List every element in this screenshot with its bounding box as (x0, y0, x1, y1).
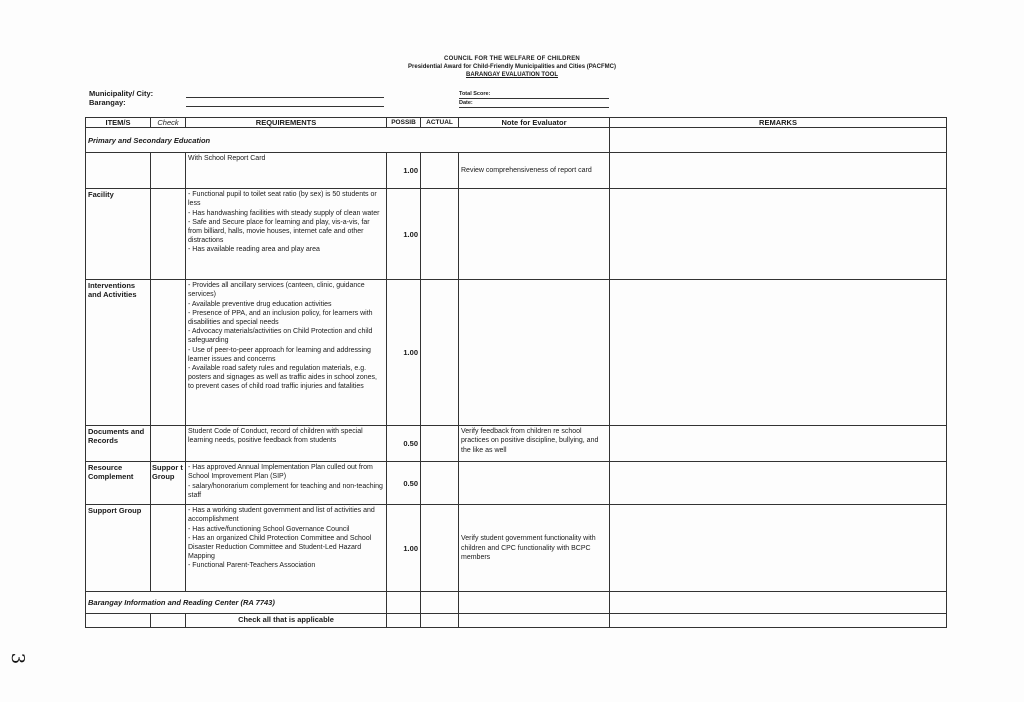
row-actual[interactable] (421, 426, 459, 462)
row-remarks[interactable] (610, 189, 947, 280)
row-possib: 1.00 (387, 280, 421, 426)
row-item: Documents and Records (86, 426, 151, 462)
tool-title: BARANGAY EVALUATION TOOL (465, 72, 558, 78)
row-actual[interactable] (421, 189, 459, 280)
col-remarks: REMARKS (610, 118, 947, 128)
col-requirements: REQUIREMENTS (186, 118, 387, 128)
row-remarks[interactable] (610, 280, 947, 426)
col-possib: POSSIB (387, 118, 421, 128)
row-item: Support Group (86, 505, 151, 592)
row-remarks[interactable] (610, 426, 947, 462)
row-possib: 1.00 (387, 153, 421, 189)
row-possib: 1.00 (387, 189, 421, 280)
row-item: Interventions and Activities (86, 280, 151, 426)
row-actual[interactable] (421, 153, 459, 189)
municipality-label: Municipality/ City: (89, 89, 154, 98)
row-possib: 1.00 (387, 505, 421, 592)
table-row (86, 189, 947, 280)
table-row (86, 426, 947, 462)
table-row (86, 462, 947, 505)
row-remarks[interactable] (610, 505, 947, 592)
col-items: ITEM/S (86, 118, 151, 128)
row-item (86, 153, 151, 189)
row-check[interactable] (151, 505, 186, 592)
check-all-label: Check all that is applicable (186, 614, 387, 628)
row-requirements: - Has a working student government and list of activities and accomplishment - Has active/functioning School Governance Council - Has an organized Child Protection Committee and School Disaster Reduction Committee and Student-Led Hazard Mapping - Functional Parent-Teachers Association (186, 505, 387, 592)
row-requirements: - Has approved Annual Implementation Plan culled out from School Improvement Plan (SIP) - salary/honorarium complement for teaching and non-teaching staff (186, 462, 387, 505)
row-item: Facility (86, 189, 151, 280)
section-title: Primary and Secondary Education (86, 128, 387, 153)
row-note (459, 189, 610, 280)
page-number-mark: 3 (7, 652, 29, 665)
barangay-label: Barangay: (89, 98, 126, 107)
row-requirements: With School Report Card (186, 153, 387, 189)
total-score-label: Total Score: (459, 91, 491, 97)
col-check: Check (151, 118, 186, 128)
table-row (86, 505, 947, 592)
date-label: Date: (459, 100, 473, 106)
row-note (459, 280, 610, 426)
total-score-field[interactable] (459, 98, 609, 99)
section-title: Barangay Information and Reading Center (RA 7743) (86, 592, 387, 614)
org-title: COUNCIL FOR THE WELFARE OF CHILDREN (444, 56, 580, 62)
barangay-field[interactable] (186, 106, 384, 107)
row-actual[interactable] (421, 462, 459, 505)
col-note: Note for Evaluator (459, 118, 610, 128)
section-row (86, 592, 947, 614)
row-note (459, 462, 610, 505)
row-check[interactable]: Suppor t Group (151, 462, 186, 505)
award-title: Presidential Award for Child-Friendly Municipalities and Cities (PACFMC) (408, 64, 616, 70)
row-check[interactable] (151, 280, 186, 426)
row-actual[interactable] (421, 505, 459, 592)
row-requirements: - Provides all ancillary services (canteen, clinic, guidance services) - Available preventive drug education activities - Presence of PPA, and an inclusion policy, for learners with disabilities and special needs - Advocacy materials/activities on Child Protection and child safeguarding - Use of peer-to-peer approach for learning and addressing learner issues and concerns - Available road safety rules and regulation materials, e.g. posters and signages as well as traffic aides in school zones, to prevent cases of child road traffic injuries and fatalities (186, 280, 387, 426)
table-header-row (86, 118, 947, 128)
table-row (86, 153, 947, 189)
section-row (86, 128, 947, 153)
date-field[interactable] (459, 107, 609, 108)
table-row (86, 280, 947, 426)
row-item: Resource Complement (86, 462, 151, 505)
row-remarks[interactable] (610, 153, 947, 189)
row-remarks[interactable] (610, 462, 947, 505)
row-note: Review comprehensiveness of report card (459, 153, 610, 189)
row-possib: 0.50 (387, 462, 421, 505)
row-possib: 0.50 (387, 426, 421, 462)
evaluation-table (85, 117, 947, 628)
row-requirements: Student Code of Conduct, record of children with special learning needs, positive feedback from students (186, 426, 387, 462)
check-all-row (86, 614, 947, 628)
row-note: Verify student government functionality with children and CPC functionality with BCPC members (459, 505, 610, 592)
row-check[interactable] (151, 189, 186, 280)
municipality-field[interactable] (186, 97, 384, 98)
row-note: Verify feedback from children re school practices on positive discipline, bullying, and the like as well (459, 426, 610, 462)
row-check[interactable] (151, 426, 186, 462)
row-requirements: - Functional pupil to toilet seat ratio (by sex) is 50 students or less - Has handwashing facilities with steady supply of clean water - Safe and Secure place for learning and play, vis-a-vis, far from billiard, halls, movie houses, internet cafe and other distractions - Has available reading area and play area (186, 189, 387, 280)
row-check[interactable] (151, 153, 186, 189)
row-actual[interactable] (421, 280, 459, 426)
col-actual: ACTUAL (421, 118, 459, 128)
